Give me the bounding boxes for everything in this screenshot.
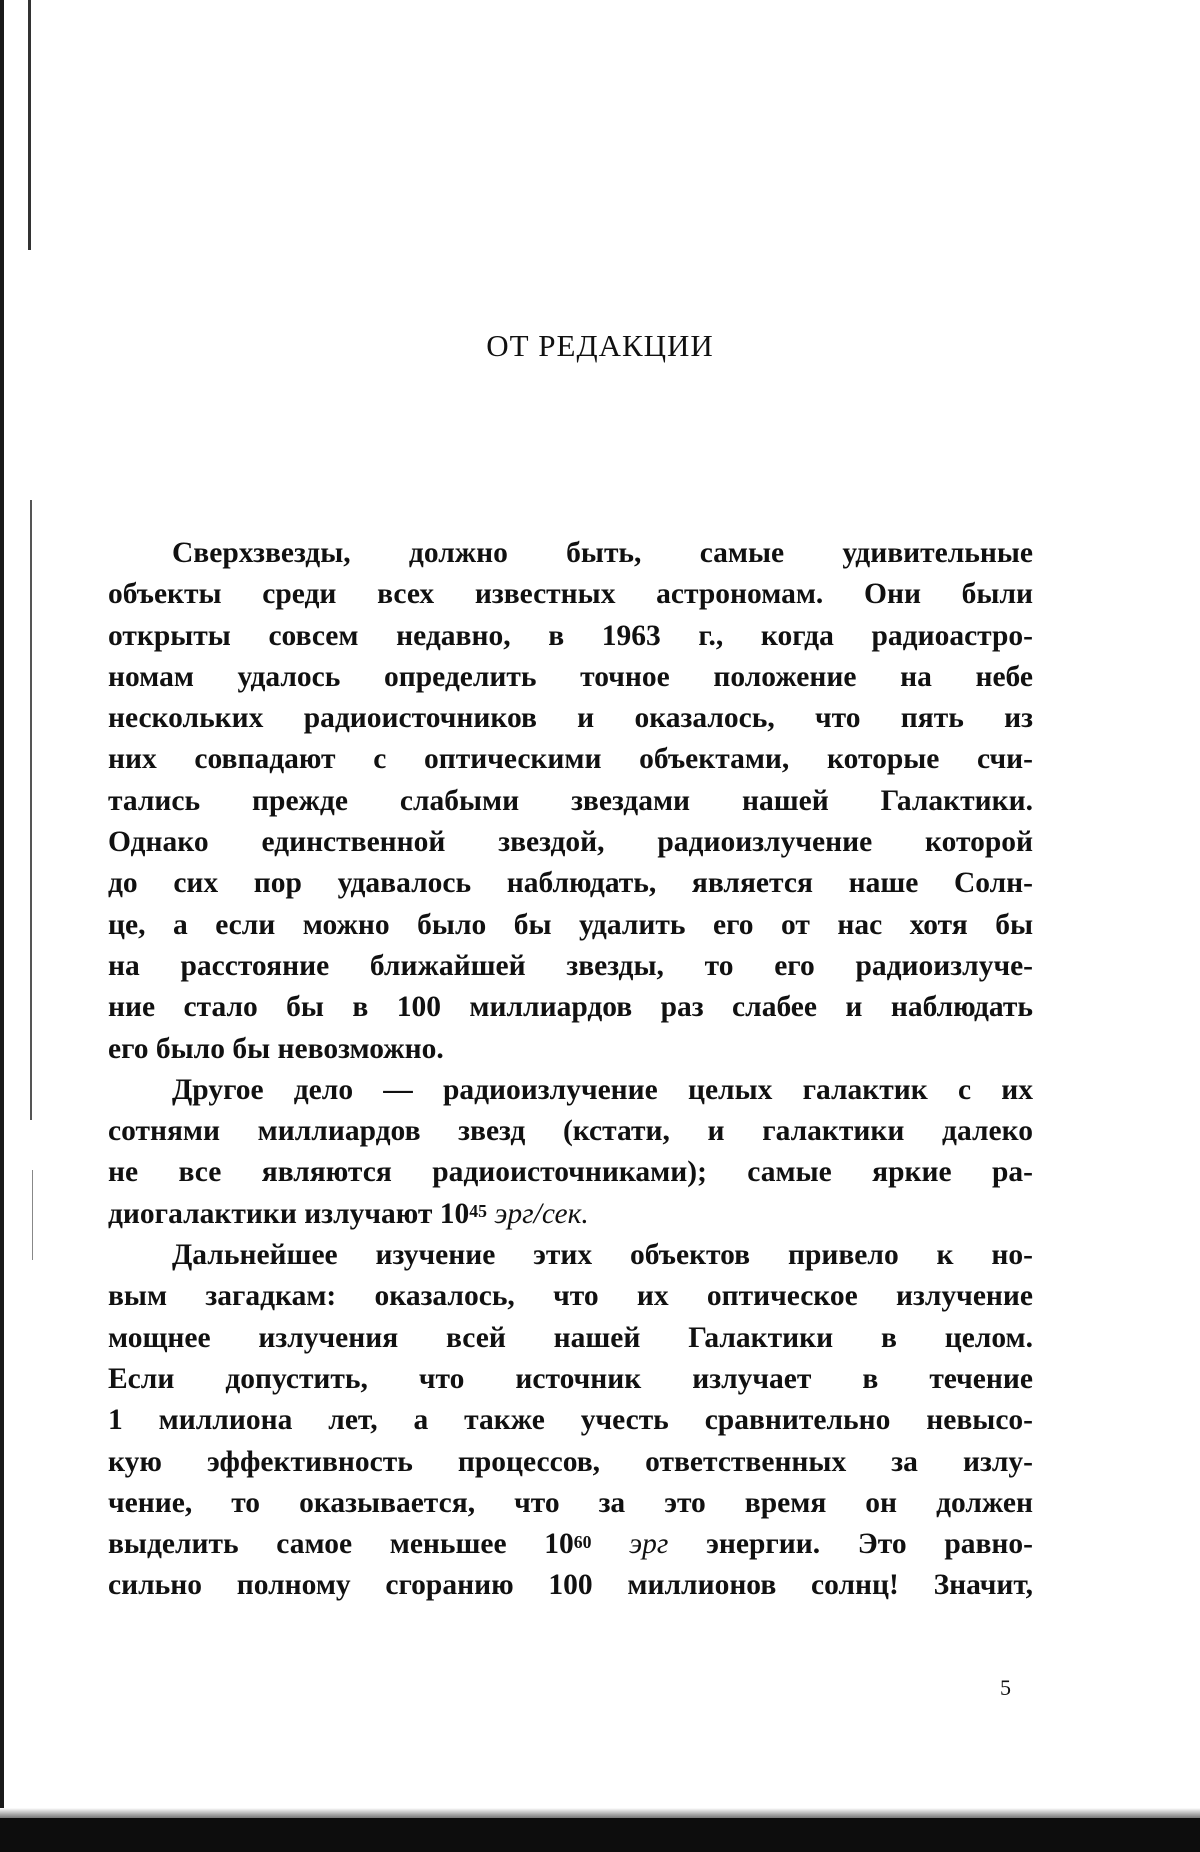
text-line: нескольких радиоисточников и оказалось, что пять из <box>108 702 1033 735</box>
paragraph-2 <box>108 1070 1033 1235</box>
text-line-formula <box>108 1194 1033 1235</box>
scan-edge-shadow <box>0 1808 1200 1818</box>
paragraph-3 <box>108 1235 1033 1607</box>
exponent: 60 <box>573 1531 592 1552</box>
text-line: чение, то оказывается, что за это время он должен <box>108 1486 1033 1519</box>
unit-text: эрг <box>591 1528 669 1561</box>
text-line: Однако единственной звездой, радиоизлучение которой <box>108 826 1033 859</box>
scan-edge-mark <box>30 500 32 1120</box>
text-line: вым загадкам: оказалось, что их оптическое излучение <box>108 1280 1033 1313</box>
text-line: це, а если можно было бы удалить его от нас хотя бы <box>108 908 1033 941</box>
text-line: тались прежде слабыми звездами нашей Галактики. <box>108 784 1033 817</box>
text-line: не все являются радиоисточниками); самые яркие ра- <box>108 1156 1033 1189</box>
text-line: на расстояние ближайшей звезды, то его радиоизлуче- <box>108 949 1033 982</box>
scan-edge-mark <box>28 0 31 250</box>
text-line: кую эффективность процессов, ответственных за излу- <box>108 1445 1033 1478</box>
scan-edge-bottom <box>0 1818 1200 1852</box>
text-line: Дальнейшее изучение этих объектов привело к но- <box>172 1239 1033 1272</box>
text-line: мощнее излучения всей нашей Галактики в целом. <box>108 1321 1033 1354</box>
scan-edge-mark <box>32 1170 33 1260</box>
formula-text: диогалактики излучают 10 <box>108 1197 470 1230</box>
text-line: ние стало бы в 100 миллиардов раз слабее и наблюдать <box>108 991 1033 1024</box>
scan-edge-left <box>0 0 4 1852</box>
text-line: до сих пор удавалось наблюдать, является наше Солн- <box>108 867 1033 900</box>
page-number: 5 <box>1000 1675 1011 1700</box>
paragraph-1 <box>108 533 1033 1070</box>
text-line: открыты совсем недавно, в 1963 г., когда радиоастро- <box>108 619 1033 652</box>
unit-text: эрг/сек. <box>486 1197 589 1230</box>
text-line: сильно полному сгоранию 100 миллионов солнц! Значит, <box>108 1569 1033 1602</box>
exponent: 45 <box>469 1201 487 1222</box>
text-line: них совпадают с оптическими объектами, которые счи- <box>108 743 1033 776</box>
page-heading: ОТ РЕДАКЦИИ <box>486 328 714 363</box>
text-line: его было бы невозможно. <box>108 1032 444 1065</box>
text-line: Если допустить, что источник излучает в течение <box>108 1362 1033 1395</box>
text-line: сотнями миллиардов звезд (кстати, и галактики далеко <box>108 1115 1033 1148</box>
formula-text: выделить самое меньшее 10 <box>108 1528 574 1561</box>
text-line: Сверхзвезды, должно быть, самые удивительные <box>172 537 1033 569</box>
text-line-formula <box>108 1524 1033 1565</box>
body-text <box>108 533 1033 1607</box>
formula-suffix: энергии. Это равно- <box>668 1528 1034 1561</box>
text-line: объекты среди всех известных астрономам. Они были <box>108 578 1033 611</box>
text-line: номам удалось определить точное положение на небе <box>108 660 1033 693</box>
text-line: 1 миллиона лет, а также учесть сравнительно невысо- <box>108 1404 1033 1437</box>
text-line: Другое дело — радиоизлучение целых галактик с их <box>172 1073 1033 1106</box>
